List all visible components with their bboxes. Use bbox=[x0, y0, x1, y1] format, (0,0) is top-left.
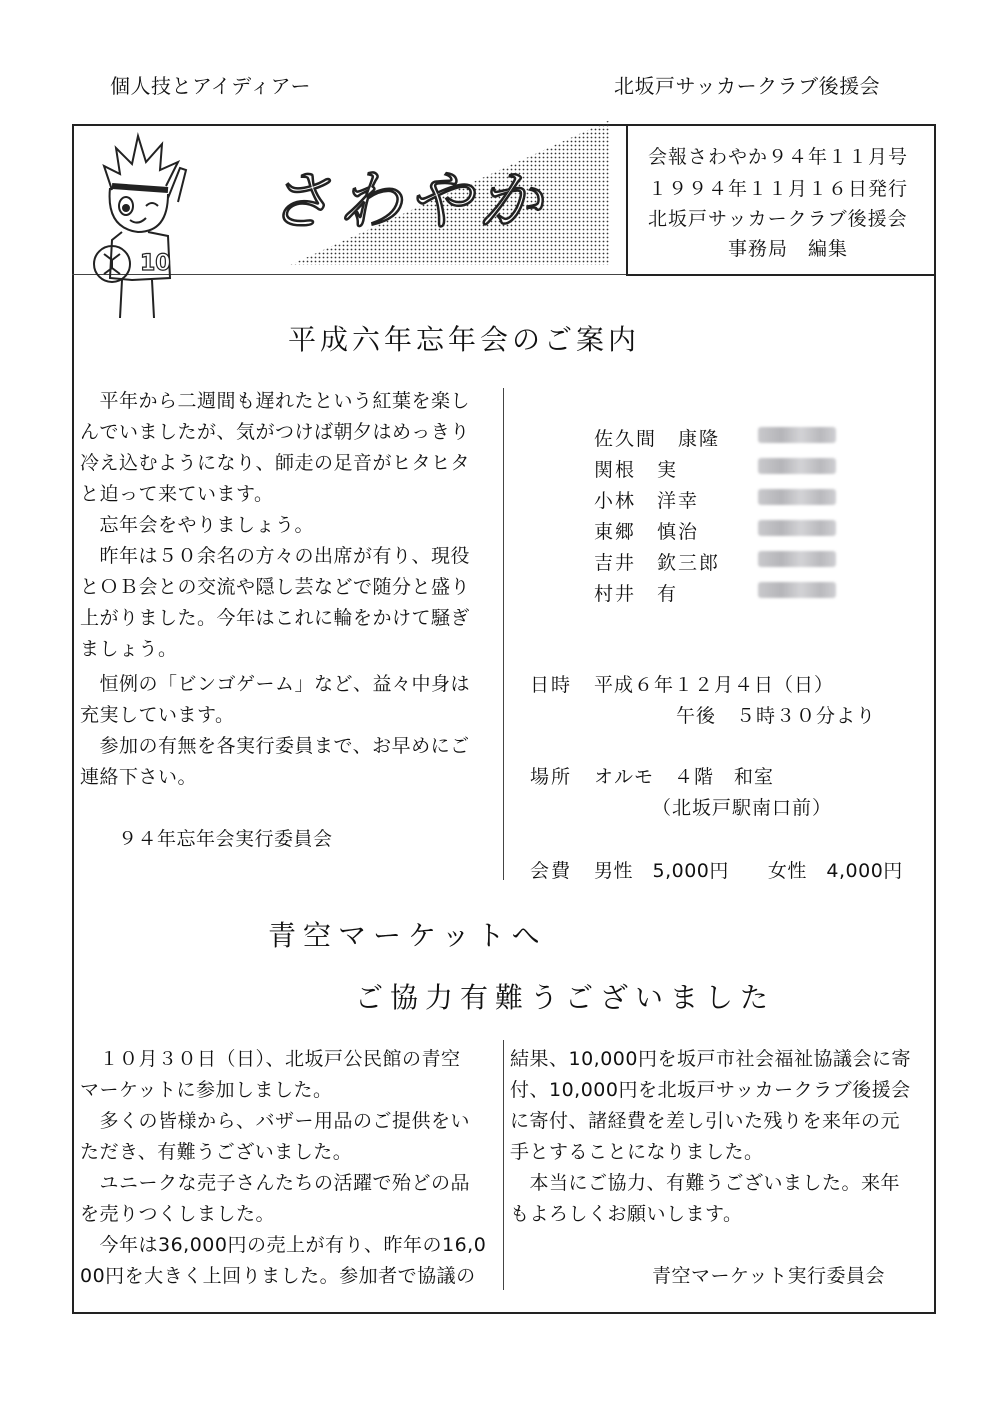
blurred-phone-number bbox=[758, 458, 836, 474]
frame-border-right bbox=[934, 124, 936, 1314]
bonenkai-body-line: 連絡下さい。 bbox=[80, 766, 198, 788]
aozora-column-divider bbox=[503, 1040, 504, 1290]
aozora-right-line: に寄付、諸経費を差し引いた残りを来年の元 bbox=[510, 1110, 901, 1132]
bonenkai-body-line: 平年から二週間も遅れたという紅葉を楽し bbox=[80, 390, 471, 412]
blurred-phone-number bbox=[758, 427, 836, 443]
aozora-left-line: を売りつくしました。 bbox=[80, 1203, 276, 1225]
aozora-left-line: ただき、有難うございました。 bbox=[80, 1141, 353, 1163]
aozora-right-line: 付、10,000円を北坂戸サッカークラブ後援会 bbox=[510, 1079, 911, 1101]
bonenkai-body-line: 忘年会をやりましょう。 bbox=[80, 514, 315, 536]
aozora-heading-2: ご協力有難うございました bbox=[355, 981, 776, 1014]
aozora-left-line: 00円を大きく上回りました。参加者で協議の bbox=[80, 1265, 476, 1287]
place-value: オルモ ４階 和室 bbox=[594, 766, 775, 788]
blurred-phone-number bbox=[758, 582, 836, 598]
info-line-date: １９９４年１１月１６日発行 bbox=[648, 178, 909, 200]
info-line-editor: 事務局 編集 bbox=[728, 238, 849, 260]
aozora-left-line: １０月３０日（日）、北坂戸公民館の青空 bbox=[80, 1048, 461, 1070]
frame-border-left bbox=[72, 124, 74, 1314]
bonenkai-body-line: と迫って来ています。 bbox=[80, 483, 274, 505]
bonenkai-body-line: 冷え込むようになり、師走の足音がヒタヒタ bbox=[80, 452, 471, 474]
place-label: 場所 bbox=[530, 766, 573, 788]
info-line-issue: 会報さわやか９４年１１月号 bbox=[648, 146, 909, 168]
masthead-title: さわやか bbox=[268, 165, 548, 239]
bonenkai-body-line: 昨年は５０余名の方々の出席が有り、現役 bbox=[80, 545, 471, 567]
info-line-publisher: 北坂戸サッカークラブ後援会 bbox=[648, 208, 908, 230]
aozora-right-line: 結果、10,000円を坂戸市社会福祉協議会に寄 bbox=[510, 1048, 911, 1070]
aozora-left-line: 多くの皆様から、バザー用品のご提供をい bbox=[80, 1110, 471, 1132]
header-right-text: 北坂戸サッカークラブ後援会 bbox=[614, 74, 881, 98]
bonenkai-signature: ９４年忘年会実行委員会 bbox=[118, 828, 333, 850]
bonenkai-body-line: 参加の有無を各実行委員まで、お早めにご bbox=[80, 735, 470, 757]
bonenkai-body-line: んでいましたが、気がつけば朝夕はめっきり bbox=[80, 421, 470, 443]
bonenkai-body-line: ましょう。 bbox=[80, 638, 178, 660]
bonenkai-body-line: 充実しています。 bbox=[80, 704, 235, 726]
bonenkai-body-line: 恒例の「ビンゴゲーム」など、益々中身は bbox=[80, 673, 471, 695]
soccer-boy-mascot-icon bbox=[82, 128, 190, 324]
date-label: 日時 bbox=[530, 674, 573, 696]
aozora-left-line: マーケットに参加しました。 bbox=[80, 1079, 333, 1101]
fee-value: 男性 5,000円 女性 4,000円 bbox=[594, 860, 903, 882]
aozora-right-line: 手とすることになりました。 bbox=[510, 1141, 764, 1163]
aozora-right-line: 本当にご協力、有難うございました。来年 bbox=[510, 1172, 901, 1194]
aozora-left-line: 今年は36,000円の売上が有り、昨年の16,0 bbox=[80, 1234, 487, 1256]
aozora-left-line: ユニークな売子さんたちの活躍で殆どの品 bbox=[80, 1172, 471, 1194]
aozora-right-line: もよろしくお願いします。 bbox=[510, 1203, 743, 1225]
blurred-phone-number bbox=[758, 551, 836, 567]
date-value: 平成６年１２月４日（日） bbox=[594, 674, 835, 696]
bonenkai-heading: 平成六年忘年会のご案内 bbox=[288, 323, 641, 356]
bonenkai-body-line: 上がりました。今年はこれに輪をかけて騒ぎ bbox=[80, 607, 471, 629]
header-left-text: 個人技とアイディアー bbox=[110, 74, 311, 98]
frame-border-bottom bbox=[72, 1312, 936, 1314]
aozora-heading-1: 青空マーケットへ bbox=[268, 919, 547, 952]
member-name: 小林 洋幸 bbox=[594, 490, 700, 512]
bonenkai-column-divider bbox=[503, 388, 504, 880]
member-name: 東郷 慎治 bbox=[594, 521, 700, 543]
place-note: （北坂戸駅南口前） bbox=[652, 797, 833, 819]
aozora-signature: 青空マーケット実行委員会 bbox=[652, 1265, 886, 1287]
jersey-number: 10 bbox=[140, 251, 171, 276]
member-name: 関根 実 bbox=[594, 459, 679, 481]
member-name: 村井 有 bbox=[594, 583, 679, 605]
fee-label: 会費 bbox=[530, 860, 573, 882]
blurred-phone-number bbox=[758, 520, 836, 536]
member-name: 吉井 欽三郎 bbox=[594, 552, 721, 574]
bonenkai-body-line: とＯＢ会との交流や隠し芸などで随分と盛り bbox=[80, 576, 471, 598]
member-name: 佐久間 康隆 bbox=[594, 428, 721, 450]
time-value: 午後 ５時３０分より bbox=[676, 705, 877, 727]
blurred-phone-number bbox=[758, 489, 836, 505]
